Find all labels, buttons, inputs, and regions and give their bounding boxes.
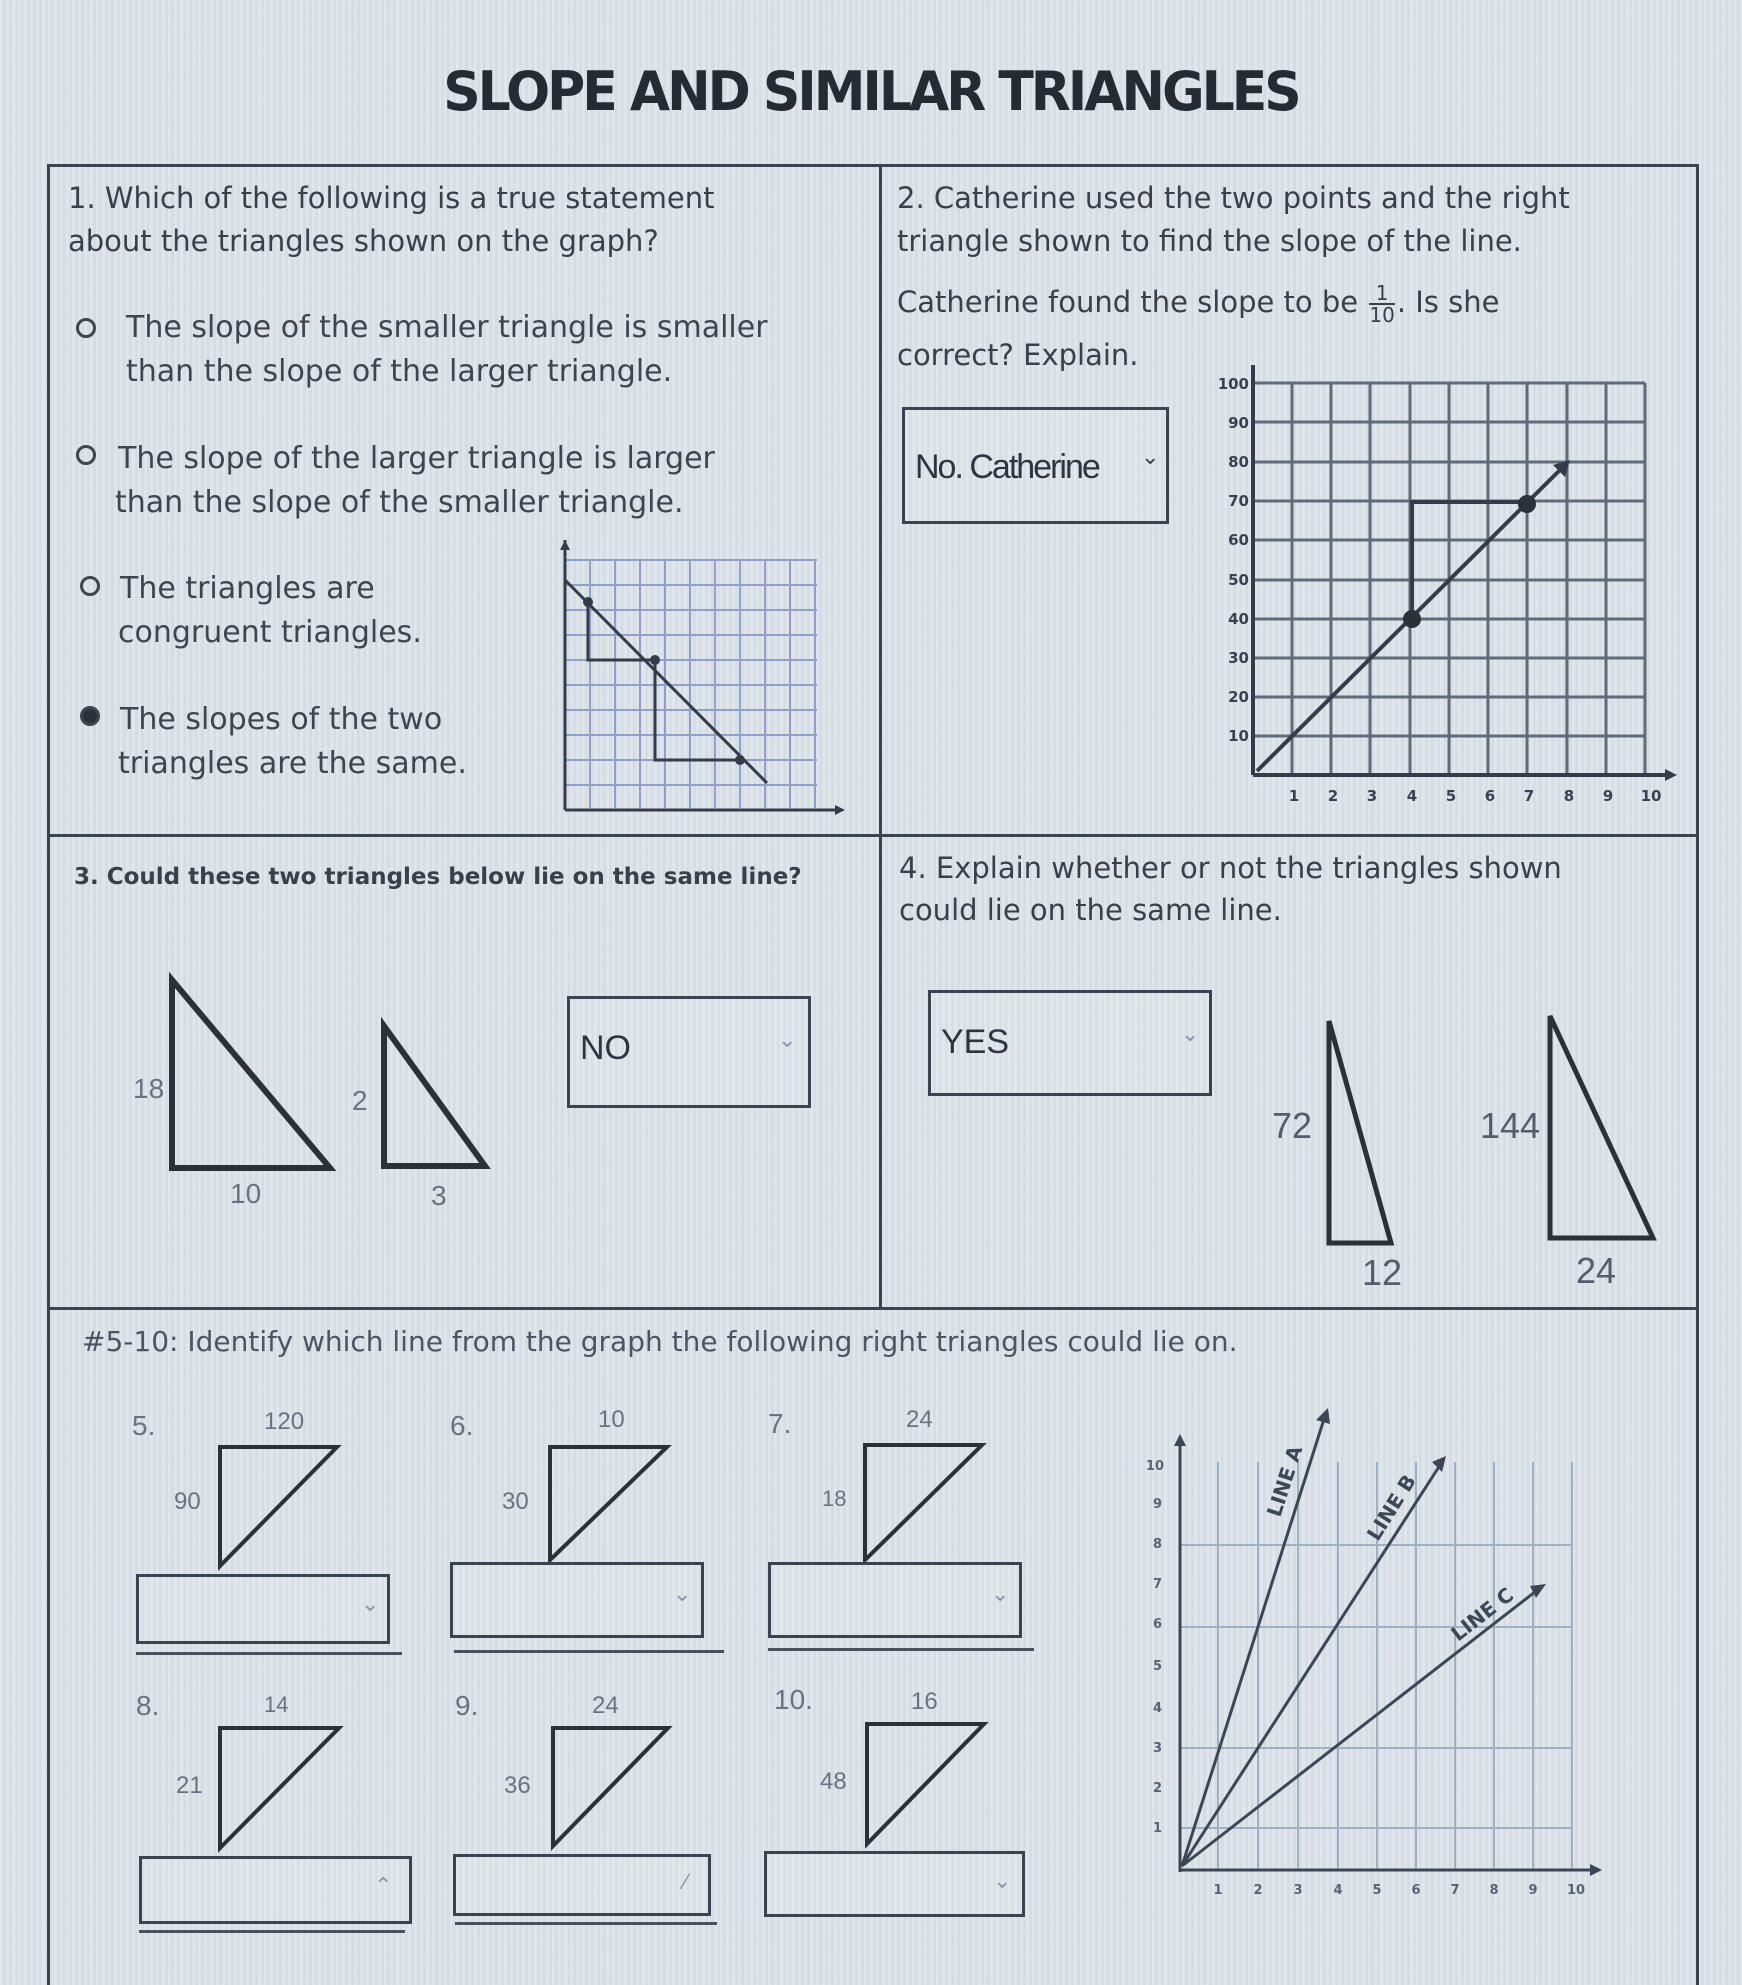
page-title: SLOPE AND SIMILAR TRIANGLES bbox=[443, 60, 1299, 124]
item-10-top-leg: 16 bbox=[911, 1688, 938, 1715]
line-b-label: LINE B bbox=[1361, 1470, 1421, 1545]
q4-answer-dropdown[interactable] bbox=[928, 990, 1212, 1096]
q1-option-4-radio-selected[interactable] bbox=[80, 706, 100, 726]
item-7-top-leg: 24 bbox=[906, 1406, 933, 1433]
item-5-triangle bbox=[215, 1440, 345, 1580]
svg-text:1: 1 bbox=[1152, 1821, 1162, 1836]
item-5-side-leg: 90 bbox=[174, 1488, 201, 1515]
item-8-answer-line bbox=[139, 1930, 405, 1933]
svg-text:3: 3 bbox=[1366, 787, 1378, 805]
y-tick-100: 100 bbox=[1217, 375, 1249, 393]
q4-answer-value: YES bbox=[941, 1023, 1010, 1061]
chevron-down-icon[interactable]: ⌄ bbox=[1141, 444, 1160, 469]
item-9-triangle bbox=[548, 1722, 678, 1857]
q2-prompt-line1: 2. Catherine used the two points and the right bbox=[897, 181, 1570, 215]
item-7-triangle bbox=[860, 1438, 990, 1568]
q2-prompt-line3 bbox=[897, 281, 1499, 325]
q1-graph bbox=[555, 540, 845, 820]
svg-text:10: 10 bbox=[1640, 787, 1662, 805]
fraction bbox=[1369, 283, 1394, 325]
item-7-number: 7. bbox=[768, 1408, 792, 1439]
q3-triangle1-height: 18 bbox=[133, 1073, 165, 1104]
svg-text:3: 3 bbox=[1152, 1741, 1162, 1756]
svg-text:7: 7 bbox=[1152, 1577, 1162, 1592]
chevron-down-icon[interactable]: ⌄ bbox=[1181, 1021, 1200, 1046]
q2-prompt-text: Catherine found the slope to be bbox=[897, 285, 1359, 319]
item-5-dropdown[interactable] bbox=[136, 1574, 390, 1644]
fraction-denominator: 10 bbox=[1369, 303, 1395, 327]
item-9-top-leg: 24 bbox=[592, 1692, 619, 1719]
q1-option-1-line1[interactable]: The slope of the smaller triangle is smaller bbox=[126, 310, 768, 345]
y-tick-30: 30 bbox=[1228, 649, 1249, 667]
lines-abc-graph bbox=[1120, 1400, 1680, 1940]
q3-answer-dropdown[interactable] bbox=[567, 996, 811, 1108]
q1-prompt-line1: 1. Which of the following is a true statement bbox=[68, 181, 715, 215]
svg-text:4: 4 bbox=[1406, 787, 1418, 805]
svg-text:7: 7 bbox=[1523, 787, 1535, 805]
q3-triangles bbox=[120, 970, 520, 1210]
q1-option-3-line2[interactable]: congruent triangles. bbox=[118, 615, 422, 650]
q2-prompt-line2: triangle shown to find the slope of the line. bbox=[897, 224, 1522, 258]
q3-triangle2-height: 2 bbox=[352, 1085, 368, 1116]
q1-option-4-line2[interactable]: triangles are the same. bbox=[118, 746, 467, 781]
svg-text:9: 9 bbox=[1602, 787, 1614, 805]
svg-text:5: 5 bbox=[1152, 1659, 1162, 1674]
item-6-number: 6. bbox=[450, 1410, 474, 1441]
q3-triangle2-base: 3 bbox=[431, 1180, 447, 1211]
chevron-up-icon[interactable]: ⌃ bbox=[374, 1873, 393, 1898]
chevron-down-icon[interactable]: ⌄ bbox=[991, 1581, 1010, 1606]
q1-option-4-line1[interactable]: The slopes of the two bbox=[120, 702, 443, 737]
item-8-side-leg: 21 bbox=[176, 1772, 203, 1799]
q4-triangle2-base: 24 bbox=[1576, 1250, 1617, 1291]
item-6-side-leg: 30 bbox=[502, 1488, 529, 1515]
q1-option-2-line2[interactable]: than the slope of the smaller triangle. bbox=[115, 485, 684, 520]
q1-option-2-line1[interactable]: The slope of the larger triangle is larger bbox=[118, 441, 715, 476]
svg-text:8: 8 bbox=[1563, 787, 1575, 805]
item-8-number: 8. bbox=[136, 1690, 160, 1721]
item-10-side-leg: 48 bbox=[820, 1768, 847, 1795]
q5-10-instructions: #5-10: Identify which line from the graph the following right triangles could lie on. bbox=[82, 1325, 1238, 1358]
svg-text:4: 4 bbox=[1152, 1701, 1162, 1716]
chevron-down-icon[interactable]: ⌄ bbox=[361, 1591, 380, 1616]
item-6-triangle bbox=[545, 1440, 675, 1570]
q3-prompt: 3. Could these two triangles below lie on the same line? bbox=[74, 864, 802, 890]
chevron-down-icon[interactable]: ⌄ bbox=[673, 1581, 692, 1606]
item-7-side-leg: 18 bbox=[822, 1486, 847, 1511]
q3-answer-value: NO bbox=[580, 1029, 631, 1067]
svg-text:1: 1 bbox=[1213, 1883, 1223, 1898]
svg-text:2: 2 bbox=[1152, 1781, 1162, 1796]
svg-text:5: 5 bbox=[1445, 787, 1457, 805]
chevron-down-icon[interactable]: ⌄ bbox=[993, 1868, 1012, 1893]
q1-prompt-line2: about the triangles shown on the graph? bbox=[68, 224, 659, 258]
q2-graph bbox=[1205, 365, 1685, 825]
divider-vertical-top bbox=[879, 167, 882, 1310]
y-tick-70: 70 bbox=[1228, 492, 1249, 510]
line-c-label: LINE C bbox=[1446, 1582, 1518, 1646]
q1-option-3-line1[interactable]: The triangles are bbox=[120, 571, 375, 606]
svg-text:10: 10 bbox=[1145, 1459, 1164, 1474]
item-5-top-leg: 120 bbox=[264, 1408, 305, 1435]
q4-triangle2-height: 144 bbox=[1480, 1105, 1541, 1146]
q1-option-1-radio[interactable] bbox=[76, 318, 96, 338]
svg-text:1: 1 bbox=[1288, 787, 1300, 805]
svg-text:6: 6 bbox=[1152, 1617, 1162, 1632]
item-6-answer-line bbox=[454, 1650, 724, 1653]
y-tick-20: 20 bbox=[1228, 688, 1249, 706]
item-7-answer-line bbox=[768, 1648, 1034, 1651]
item-5-number: 5. bbox=[132, 1410, 156, 1441]
q2-prompt-line4: correct? Explain. bbox=[897, 338, 1139, 372]
svg-text:9: 9 bbox=[1528, 1883, 1538, 1898]
svg-text:8: 8 bbox=[1152, 1537, 1162, 1552]
item-10-dropdown[interactable] bbox=[764, 1851, 1025, 1917]
y-tick-80: 80 bbox=[1228, 453, 1249, 471]
svg-text:3: 3 bbox=[1293, 1883, 1303, 1898]
y-tick-90: 90 bbox=[1228, 414, 1249, 432]
y-tick-40: 40 bbox=[1228, 610, 1249, 628]
svg-text:10: 10 bbox=[1566, 1883, 1586, 1898]
chevron-down-icon[interactable]: ⌄ bbox=[778, 1027, 797, 1052]
item-9-dropdown[interactable] bbox=[453, 1854, 711, 1916]
divider-row1 bbox=[50, 834, 1696, 837]
svg-text:6: 6 bbox=[1484, 787, 1496, 805]
q1-option-3-radio[interactable] bbox=[80, 576, 100, 596]
svg-text:6: 6 bbox=[1411, 1883, 1421, 1898]
y-tick-60: 60 bbox=[1228, 531, 1249, 549]
chevron-icon[interactable]: ⁄ bbox=[684, 1869, 688, 1894]
item-9-answer-line bbox=[455, 1922, 717, 1925]
svg-text:9: 9 bbox=[1152, 1497, 1162, 1512]
line-a-label: LINE A bbox=[1261, 1442, 1308, 1520]
svg-text:5: 5 bbox=[1372, 1883, 1382, 1898]
q1-option-1-line2[interactable]: than the slope of the larger triangle. bbox=[126, 354, 673, 389]
q2-answer-value: No. Catherine bbox=[915, 448, 1099, 486]
item-7-dropdown[interactable] bbox=[768, 1562, 1022, 1638]
q4-prompt-line1: 4. Explain whether or not the triangles shown bbox=[899, 851, 1562, 885]
item-9-number: 9. bbox=[455, 1690, 479, 1721]
q4-triangle1-base: 12 bbox=[1362, 1252, 1403, 1293]
svg-text:2: 2 bbox=[1327, 787, 1339, 805]
y-tick-10: 10 bbox=[1228, 727, 1249, 745]
item-8-dropdown[interactable] bbox=[139, 1856, 412, 1924]
item-8-top-leg: 14 bbox=[264, 1692, 289, 1717]
border-right bbox=[1696, 167, 1699, 1985]
q4-triangle1-height: 72 bbox=[1272, 1105, 1313, 1146]
item-5-answer-line bbox=[136, 1652, 402, 1655]
item-10-triangle bbox=[862, 1718, 992, 1853]
item-9-side-leg: 36 bbox=[504, 1772, 531, 1799]
svg-text:2: 2 bbox=[1253, 1883, 1263, 1898]
fraction-numerator: 1 bbox=[1369, 283, 1394, 305]
svg-text:7: 7 bbox=[1450, 1883, 1460, 1898]
y-tick-50: 50 bbox=[1228, 571, 1249, 589]
divider-row2 bbox=[50, 1307, 1696, 1310]
q2-prompt-text-end: . Is she bbox=[1396, 285, 1500, 319]
q3-triangle1-base: 10 bbox=[230, 1178, 262, 1209]
svg-text:4: 4 bbox=[1333, 1883, 1343, 1898]
q1-option-2-radio[interactable] bbox=[76, 445, 96, 465]
item-6-top-leg: 10 bbox=[598, 1406, 625, 1433]
q2-answer-dropdown[interactable] bbox=[902, 407, 1169, 524]
q4-prompt-line2: could lie on the same line. bbox=[899, 893, 1282, 927]
item-6-dropdown[interactable] bbox=[450, 1562, 704, 1638]
svg-text:8: 8 bbox=[1489, 1883, 1499, 1898]
item-10-number: 10. bbox=[774, 1684, 813, 1715]
item-8-triangle bbox=[215, 1722, 345, 1857]
